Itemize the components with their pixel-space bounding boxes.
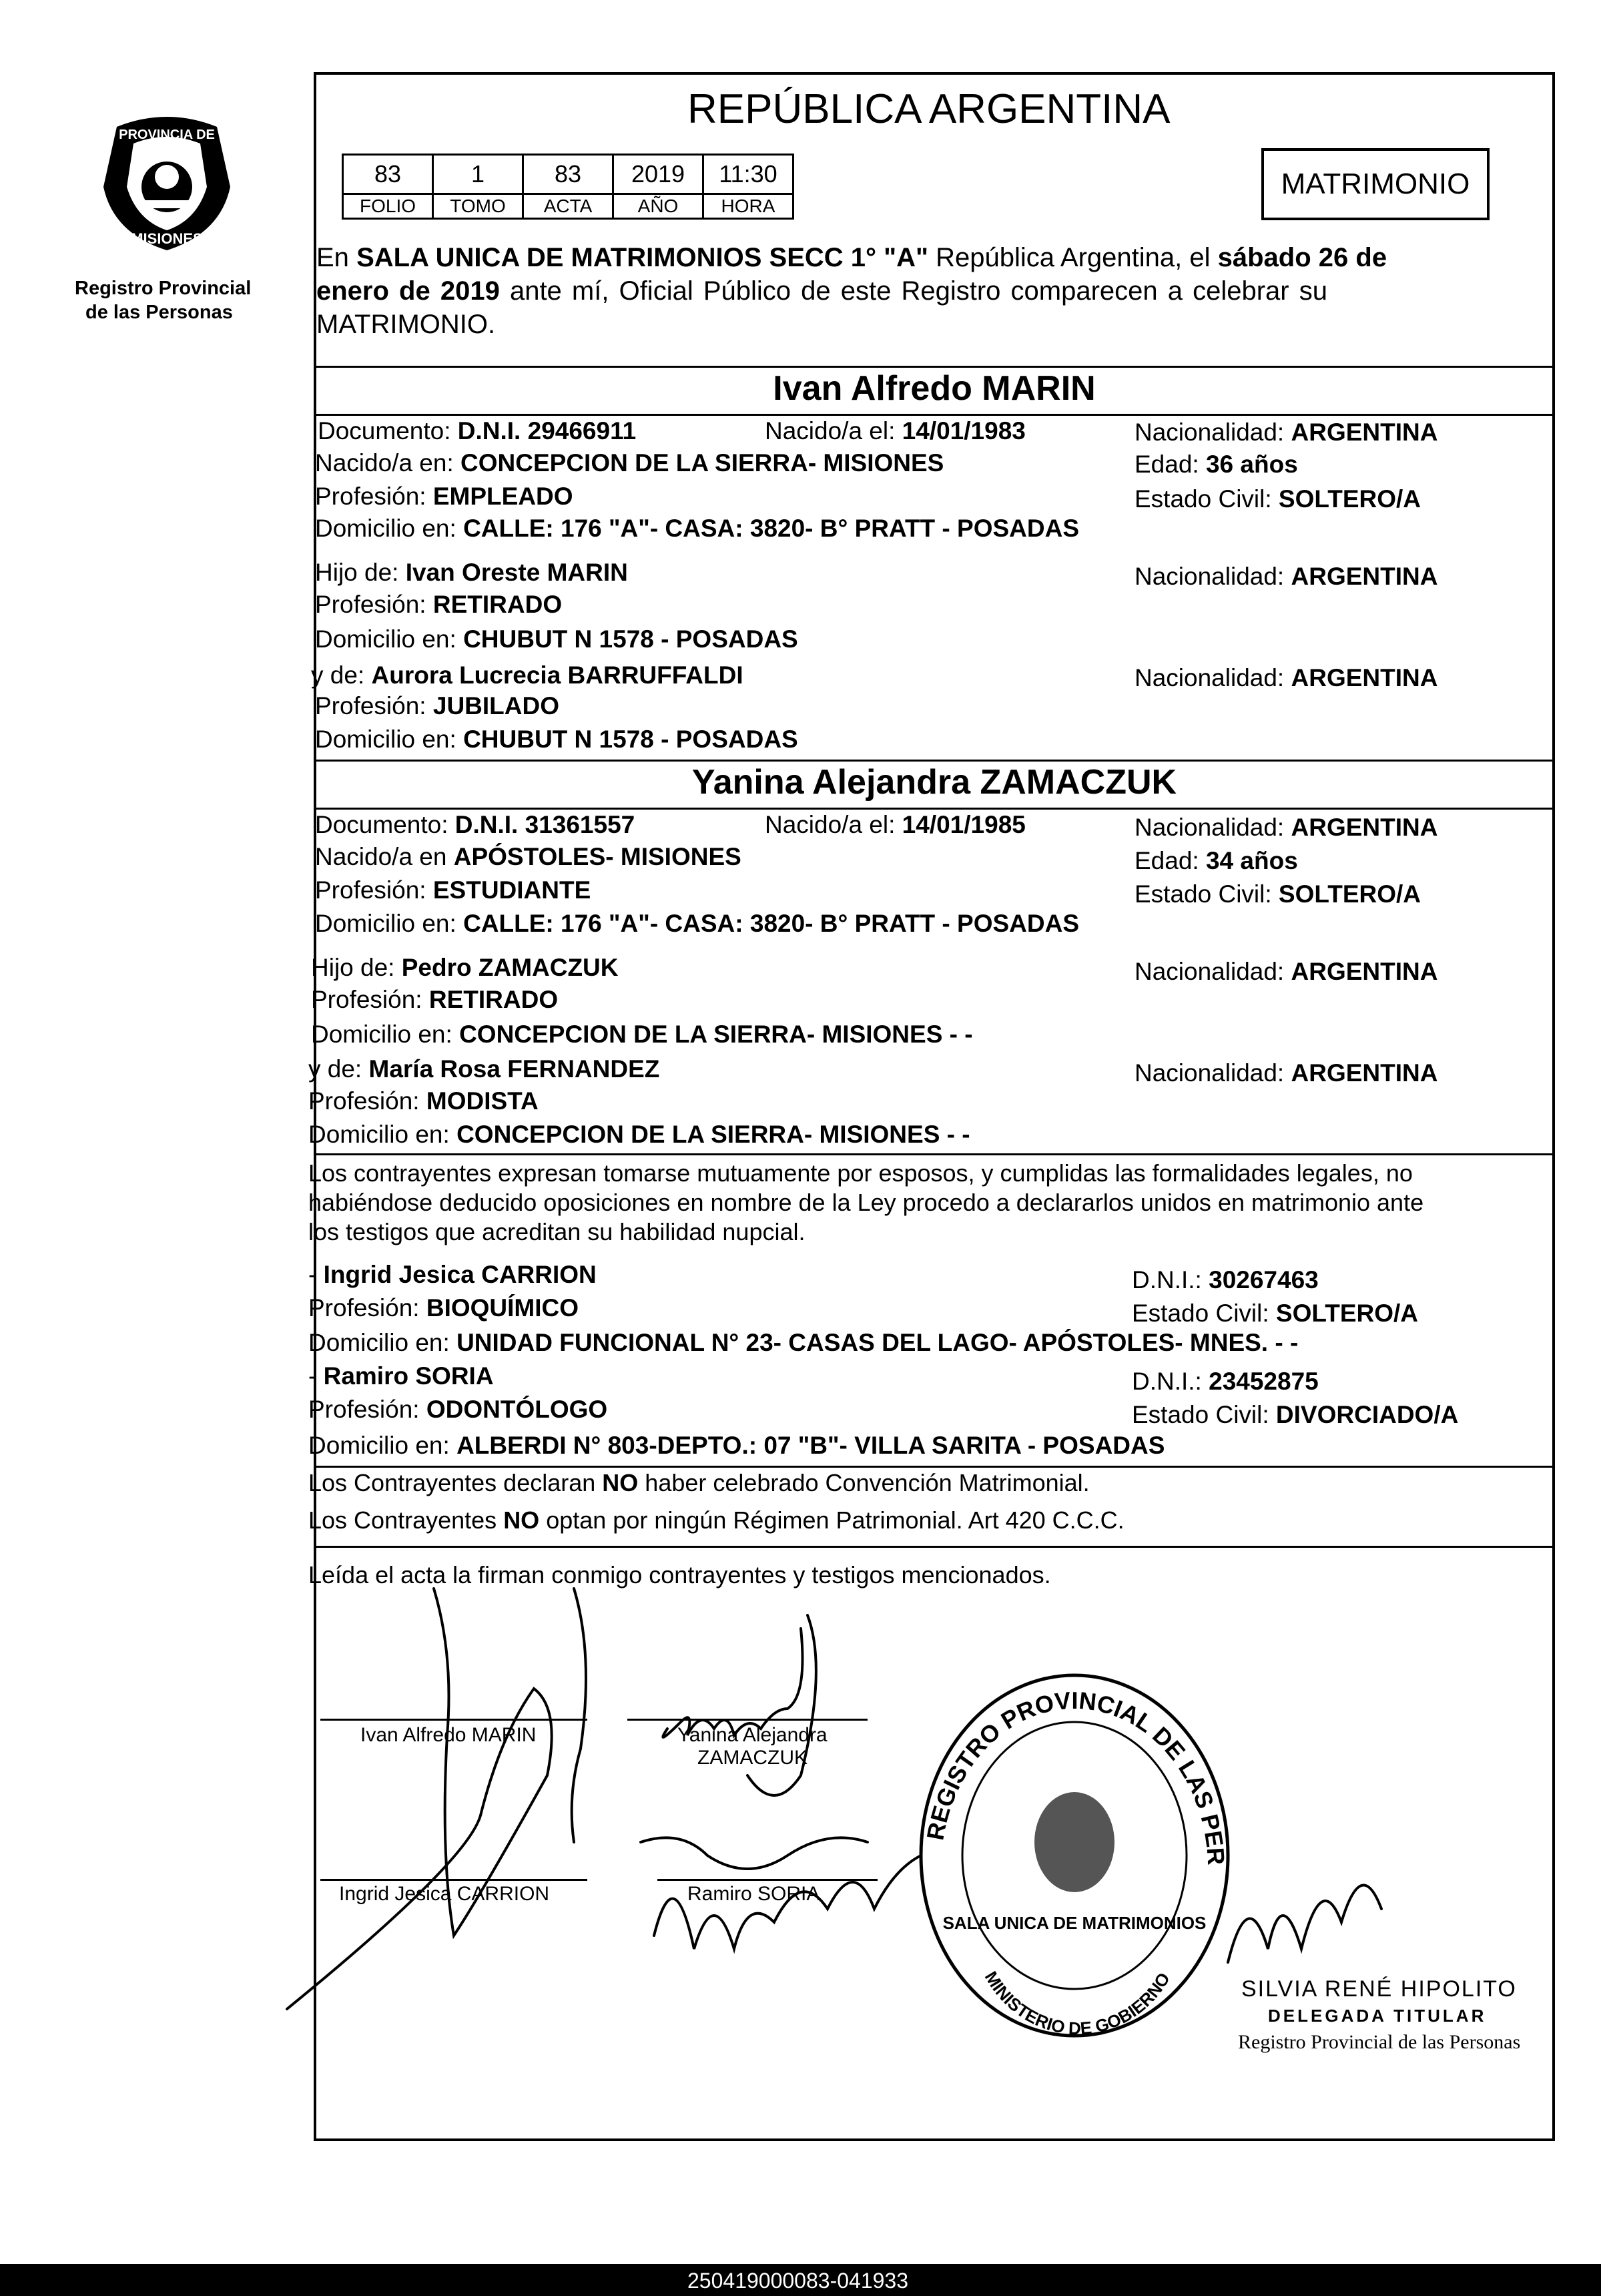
hora-label: HORA [703, 194, 793, 219]
footer-code: 250419000083-041933 [687, 2269, 908, 2293]
signature-name-1: Ivan Alfredo MARIN [360, 1724, 537, 1746]
folio-label: FOLIO [343, 194, 433, 219]
divider [314, 1466, 1555, 1468]
spouse1-addr: Domicilio en: CALLE: 176 "A"- CASA: 3820- B° PRATT - POSADAS [315, 515, 1080, 542]
spouse2-addr: Domicilio en: CALLE: 176 "A"- CASA: 3820- B° PRATT - POSADAS [315, 910, 1080, 937]
spouse2-father-prof: Profesión: RETIRADO [311, 986, 559, 1013]
spouse2-mother-nat: Nacionalidad: ARGENTINA [1135, 1059, 1438, 1087]
witness1-prof: Profesión: BIOQUÍMICO [308, 1294, 579, 1322]
anio-label: AÑO [613, 194, 703, 219]
closing-text: Leída el acta la firman conmigo contrayentes y testigos mencionados. [308, 1561, 1051, 1589]
spouse2-born: Nacido/a el: 14/01/1985 [765, 811, 1026, 838]
spouse2-civil: Estado Civil: SOLTERO/A [1135, 880, 1421, 908]
spouse2-mother-prof: Profesión: MODISTA [308, 1087, 539, 1115]
spouse1-prof: Profesión: EMPLEADO [315, 483, 573, 510]
spouse1-born: Nacido/a el: 14/01/1983 [765, 417, 1026, 445]
signature-name-2a: Yanina Alejandra [677, 1724, 828, 1746]
spouse2-mother: y de: María Rosa FERNANDEZ [308, 1055, 660, 1083]
witness2-name: - Ramiro SORIA [308, 1362, 494, 1390]
witness2-addr: Domicilio en: ALBERDI N° 803-DEPTO.: 07 "B"- VILLA SARITA - POSADAS [308, 1432, 1165, 1459]
declaration-line-1: Los contrayentes expresan tomarse mutuamente por esposos, y cumplidas las formalidades legales, no [308, 1159, 1413, 1187]
divider [314, 1546, 1555, 1548]
spouse2-doc: Documento: D.N.I. 31361557 [315, 811, 635, 838]
divider [314, 760, 1555, 762]
spouse1-age: Edad: 36 años [1135, 451, 1298, 478]
tomo-label: TOMO [433, 194, 523, 219]
spouse1-mother-prof: Profesión: JUBILADO [315, 692, 559, 720]
province-logo [80, 107, 254, 260]
svg-text:REGISTRO PROVINCIAL DE LAS PER: REGISTRO PROVINCIAL DE LAS PER [921, 1686, 1231, 1866]
spouse1-place: Nacido/a en: CONCEPCION DE LA SIERRA- MISIONES [315, 449, 944, 477]
stamp-seal-icon [914, 1669, 1235, 2042]
spouse1-mother-addr: Domicilio en: CHUBUT N 1578 - POSADAS [315, 726, 798, 753]
spouse2-father-nat: Nacionalidad: ARGENTINA [1135, 958, 1438, 985]
convention-line-2: Los Contrayentes NO optan por ningún Régimen Patrimonial. Art 420 C.C.C. [308, 1506, 1125, 1534]
doc-type-box [1261, 148, 1490, 220]
registry-table [342, 154, 794, 220]
spouse2-prof: Profesión: ESTUDIANTE [315, 876, 591, 904]
folio-value: 83 [343, 155, 433, 194]
tomo-value: 1 [433, 155, 523, 194]
spouse2-place: Nacido/a en APÓSTOLES- MISIONES [315, 843, 741, 870]
spouse2-age: Edad: 34 años [1135, 847, 1298, 874]
spouse1-father-nat: Nacionalidad: ARGENTINA [1135, 563, 1438, 590]
svg-text:SALA UNICA DE MATRIMONIOS: SALA UNICA DE MATRIMONIOS [942, 1913, 1207, 1933]
divider [314, 1153, 1555, 1155]
witness2-prof: Profesión: ODONTÓLOGO [308, 1396, 608, 1423]
spouse1-father-addr: Domicilio en: CHUBUT N 1578 - POSADAS [315, 625, 798, 653]
signature-name-3: Ingrid Jesica CARRION [339, 1883, 550, 1905]
witness1-addr: Domicilio en: UNIDAD FUNCIONAL N° 23- CASAS DEL LAGO- APÓSTOLES- MNES. - - [308, 1329, 1299, 1356]
divider [314, 414, 1555, 416]
spouse1-father-prof: Profesión: RETIRADO [315, 591, 563, 618]
signature-name-4: Ramiro SORIA [687, 1883, 820, 1905]
svg-text:MINISTERIO DE GOBIERNO: MINISTERIO DE GOBIERNO [980, 1968, 1174, 2039]
divider [314, 808, 1555, 810]
logo-caption-2: de las Personas [85, 302, 233, 323]
spouse1-nat: Nacionalidad: ARGENTINA [1135, 418, 1438, 446]
official-office: Registro Provincial de las Personas [1238, 2031, 1521, 2053]
svg-text:MISIONES: MISIONES [131, 230, 203, 247]
witness1-civil: Estado Civil: SOLTERO/A [1132, 1300, 1419, 1327]
country-title: REPÚBLICA ARGENTINA [687, 86, 1171, 132]
acta-value: 83 [523, 155, 613, 194]
logo-caption-1: Registro Provincial [75, 278, 252, 299]
signature-name-2b: ZAMACZUK [697, 1747, 808, 1769]
spouse1-name: Ivan Alfredo MARIN [773, 369, 1096, 408]
witness1-dni: D.N.I.: 30267463 [1132, 1266, 1319, 1294]
spouse1-civil: Estado Civil: SOLTERO/A [1135, 485, 1421, 513]
official-stamp [914, 1669, 1235, 2042]
spouse1-mother-nat: Nacionalidad: ARGENTINA [1135, 664, 1438, 691]
divider [314, 366, 1555, 368]
witness2-civil: Estado Civil: DIVORCIADO/A [1132, 1401, 1459, 1428]
doc-type-label: MATRIMONIO [1281, 168, 1470, 200]
spouse1-father: Hijo de: Ivan Oreste MARIN [315, 559, 628, 586]
spouse2-nat: Nacionalidad: ARGENTINA [1135, 814, 1438, 841]
spouse1-doc: Documento: D.N.I. 29466911 [318, 417, 637, 445]
declaration-line-3: los testigos que acreditan su habilidad nupcial. [308, 1218, 806, 1245]
svg-text:PROVINCIA DE: PROVINCIA DE [119, 127, 215, 142]
anio-value: 2019 [613, 155, 703, 194]
hora-value: 11:30 [703, 155, 793, 194]
intro-line-1: En SALA UNICA DE MATRIMONIOS SECC 1° "A" República Argentina, el sábado 26 de [316, 243, 1387, 272]
spouse2-mother-addr: Domicilio en: CONCEPCION DE LA SIERRA- MISIONES - - [308, 1121, 970, 1148]
witness2-dni: D.N.I.: 23452875 [1132, 1368, 1319, 1395]
official-name: SILVIA RENÉ HIPOLITO [1241, 1976, 1517, 2002]
intro-line-2: enero de 2019 ante mí, Oficial Público de este Registro comparecen a celebrar su [316, 276, 1327, 306]
convention-line-1: Los Contrayentes declaran NO haber celebrado Convención Matrimonial. [308, 1469, 1090, 1496]
witness1-name: - Ingrid Jesica CARRION [308, 1261, 597, 1288]
spouse1-mother: y de: Aurora Lucrecia BARRUFFALDI [311, 661, 743, 689]
spouse2-father-addr: Domicilio en: CONCEPCION DE LA SIERRA- MISIONES - - [311, 1021, 973, 1048]
official-role: DELEGADA TITULAR [1268, 2006, 1487, 2026]
spouse2-name: Yanina Alejandra ZAMACZUK [691, 763, 1177, 802]
intro-line-3: MATRIMONIO. [316, 310, 496, 339]
declaration-line-2: habiéndose deducido oposiciones en nombre de la Ley procedo a declararlos unidos en matrimonio ante [308, 1189, 1424, 1216]
acta-label: ACTA [523, 194, 613, 219]
province-seal-icon [80, 107, 254, 260]
spouse2-father: Hijo de: Pedro ZAMACZUK [311, 954, 619, 981]
